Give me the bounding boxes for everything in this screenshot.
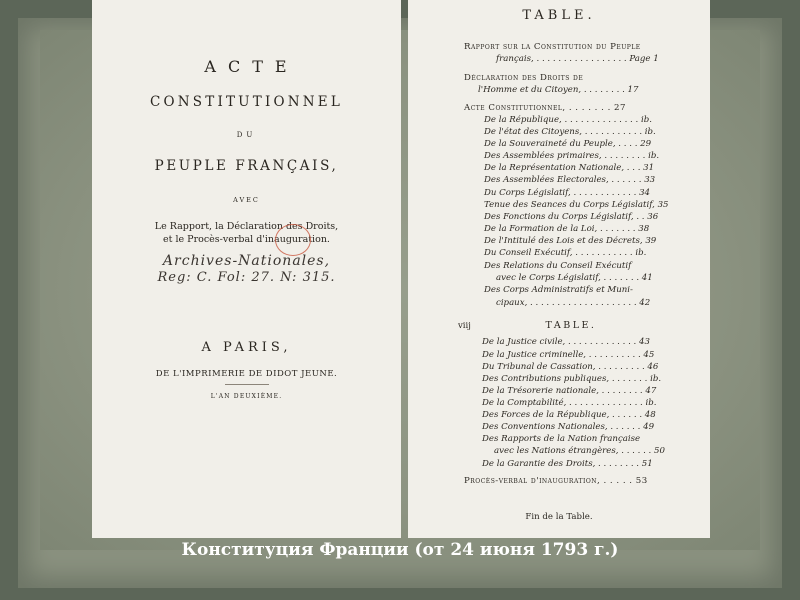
toc-entry: De l'Intitulé des Lois et des Décrets, 39 (484, 236, 657, 246)
toc-entry: Des Rapports de la Nation française (482, 434, 641, 444)
toc-entry: Des Conventions Nationales, . . . . . . 49 (482, 422, 655, 432)
toc-entry: Des Assemblées Electorales, . . . . . . 33 (484, 175, 656, 185)
toc-entry: français, . . . . . . . . . . . . . . . . . Page 1 (496, 54, 659, 64)
toc-entry: Des Forces de la République, . . . . . . 48 (482, 410, 656, 420)
toc-entry: De la Trésorerie nationale, . . . . . . . . 47 (482, 386, 657, 396)
toc-entry: Du Corps Législatif, . . . . . . . . . . . . 34 (484, 188, 651, 198)
toc-entry: Des Contributions publiques, . . . . . . . ib. (482, 374, 662, 384)
register-stamp-text: Reg: C. Fol: 27. N: 315. (157, 270, 336, 285)
table-title-continued: TABLE. (545, 320, 597, 331)
toc-entry: De la Représentation Nationale, . . . 31 (484, 163, 655, 173)
page-number: viij (458, 321, 471, 331)
table-title: TABLE. (522, 8, 596, 23)
toc-entry: Rapport sur la Constitution du Peuple (464, 42, 641, 52)
toc-entry: Des Fonctions du Corps Législatif, . . 36 (484, 212, 659, 222)
title-constitutionnel: CONSTITUTIONNEL (149, 94, 344, 110)
title-page (92, 0, 401, 538)
toc-entry: avec les Nations étrangères, . . . . . . 50 (494, 446, 665, 456)
toc-entry: Des Assemblées primaires, . . . . . . . . ib. (484, 151, 660, 161)
toc-entry: Déclaration des Droits de (464, 73, 584, 83)
imprimerie: DE L'IMPRIMERIE DE DIDOT JEUNE. (155, 369, 338, 379)
title-du: DU (236, 131, 257, 139)
toc-entry: cipaux, . . . . . . . . . . . . . . . . . . . . 42 (496, 298, 651, 308)
toc-entry: De la Garantie des Droits, . . . . . . . . 51 (482, 459, 653, 469)
table-page (408, 0, 710, 538)
toc-entry: Des Corps Administratifs et Muni- (484, 285, 633, 295)
divider (225, 384, 269, 385)
toc-entry: Procès-verbal d'inauguration, . . . . . 53 (464, 476, 648, 486)
rapport-line-1: Le Rapport, la Déclaration des Droits, (154, 221, 339, 232)
title-peuple-francais: PEUPLE FRANÇAIS, (154, 158, 339, 174)
toc-entry: De la Comptabilité, . . . . . . . . . . . . . . ib. (482, 398, 657, 408)
fin-de-la-table: Fin de la Table. (525, 512, 593, 522)
lan-deuxieme: L'AN DEUXIÈME. (210, 393, 283, 400)
title-acte: ACTE (204, 57, 299, 76)
toc-entry: Acte Constitutionnel, . . . . . . . 27 (464, 103, 626, 113)
slide-caption: Конституция Франции (от 24 июня 1793 г.) (181, 540, 619, 560)
toc-entry: avec le Corps Législatif, . . . . . . . 41 (496, 273, 653, 283)
red-stamp (275, 224, 311, 256)
toc-entry: Du Tribunal de Cassation, . . . . . . . . . 46 (482, 362, 659, 372)
toc-entry: l'Homme et du Citoyen, . . . . . . . . 17 (478, 85, 639, 95)
toc-entry: De la Formation de la Loi, . . . . . . . 38 (484, 224, 650, 234)
toc-entry: Tenue des Seances du Corps Législatif, 35 (484, 200, 669, 210)
toc-entry: De la Souveraineté du Peuple, . . . . 29 (484, 139, 652, 149)
toc-entry: Des Relations du Conseil Exécutif (484, 261, 632, 271)
rapport-line-2: et le Procès-verbal d'inauguration. (163, 234, 330, 245)
toc-entry: Du Conseil Exécutif, . . . . . . . . . . . ib. (484, 248, 647, 258)
toc-entry: De la Justice criminelle, . . . . . . . . . . 45 (482, 350, 655, 360)
a-paris: A PARIS, (201, 340, 292, 355)
toc-entry: De la Justice civile, . . . . . . . . . . . . . 43 (482, 337, 650, 347)
title-avec: AVEC (233, 196, 260, 204)
archives-stamp-text: Archives-Nationales, (162, 253, 331, 269)
toc-entry: De la République, . . . . . . . . . . . . . . ib. (484, 115, 652, 125)
toc-entry: De l'état des Citoyens, . . . . . . . . . . . ib. (484, 127, 656, 137)
